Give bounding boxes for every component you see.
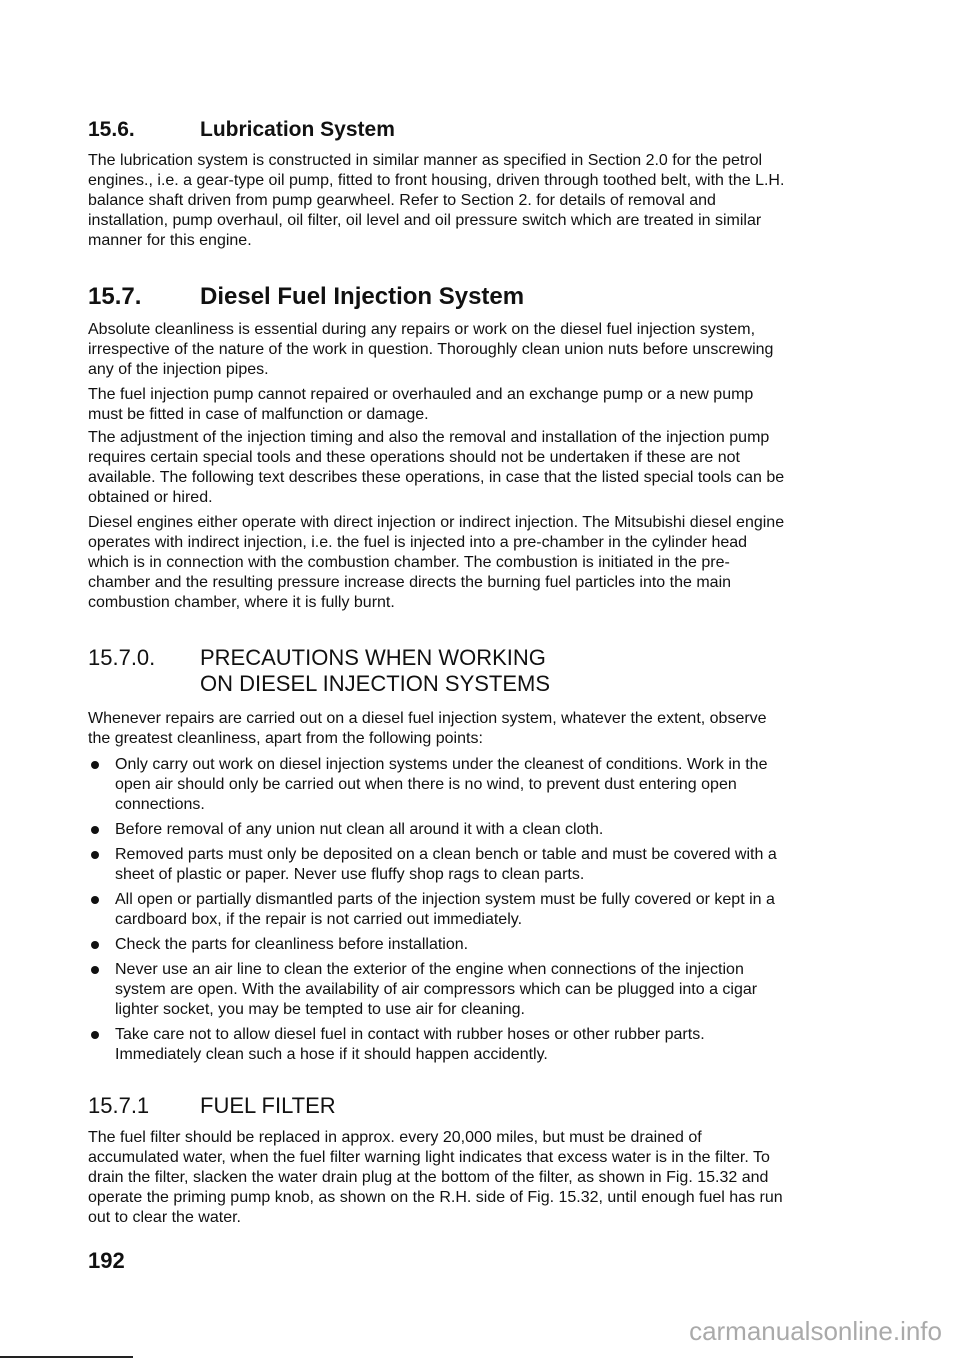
- section-number: 15.7.1: [88, 1093, 150, 1118]
- fuel-filter-paragraph: The fuel filter should be replaced in approx. every 20,000 miles, but must be drained of accumulated water, when the fuel filter warning light indicates that excess water is in the filter. To drain the filter, slacken the water drain plug at the bottom of the filter, as shown in Fig. 15.32 and operate the priming pump knob, as shown on the R.H. side of Fig. 15.32, until enough fuel has run out to clear the water.: [88, 1129, 783, 1226]
- section-title: Diesel Fuel Injection System: [200, 283, 525, 310]
- lubrication-paragraph: The lubrication system is constructed in similar manner as specified in Section 2.0 for the petrol engines., i.e. a gear-type oil pump, fitted to front housing, driven through toothed belt, with the L.H. balance shaft driven from pump gearwheel. Refer to Section 2. for details of removal and installation, pump overhaul, oil filter, oil level and oil pressure switch which are treated in similar manner for this engine.: [88, 152, 785, 249]
- bullet-icon: [91, 826, 99, 834]
- list-item: [88, 820, 788, 840]
- bullet-icon: [91, 966, 99, 974]
- footer-rule: [0, 1356, 133, 1358]
- list-item: [88, 960, 788, 1020]
- list-item: [88, 935, 788, 955]
- section-title: FUEL FILTER: [200, 1093, 336, 1118]
- diesel-paragraph-4: Diesel engines either operate with direct injection or indirect injection. The Mitsubishi diesel engine operates with indirect injection, i.e. the fuel is injected into a pre-chamber in the cylinder head which is in connection with the combustion chamber. The combustion is initiated in the pre-chamber and the resulting pressure increase directs the burning fuel particles into the main combustion chamber, where it is fully burnt.: [88, 514, 785, 611]
- section-number: 15.7.0.: [88, 645, 156, 670]
- section-number: 15.6.: [88, 118, 135, 141]
- section-heading-diesel: [88, 283, 524, 311]
- list-item-text: Only carry out work on diesel injection systems under the cleanest of conditions. Work in the open air should only be carried out when there is no wind, to prevent dust entering open connections.: [115, 756, 768, 813]
- list-item-text: Check the parts for cleanliness before installation.: [115, 936, 469, 953]
- list-item-text: All open or partially dismantled parts of the injection system must be fully covered or kept in a cardboard box, if the repair is not carried out immediately.: [115, 891, 775, 928]
- section-title-line-2: ON DIESEL INJECTION SYSTEMS: [200, 671, 551, 696]
- diesel-paragraph-1: Absolute cleanliness is essential during any repairs or work on the diesel fuel injection system, irrespective of the nature of the work in question. Thoroughly clean union nuts before unscrewing any of the injection pipes.: [88, 321, 774, 378]
- list-item: [88, 845, 788, 885]
- diesel-paragraph-2: The fuel injection pump cannot repaired or overhauled and an exchange pump or a new pump must be fitted in case of malfunction or damage.: [88, 386, 754, 423]
- list-item-text: Before removal of any union nut clean all around it with a clean cloth.: [115, 821, 604, 838]
- list-item-text: Removed parts must only be deposited on a clean bench or table and must be covered with a sheet of plastic or paper. Never use fluffy shop rags to clean parts.: [115, 846, 777, 883]
- list-item: [88, 890, 788, 930]
- bullet-icon: [91, 941, 99, 949]
- section-heading-fuel-filter: [88, 1093, 336, 1119]
- page-number: 192: [88, 1248, 125, 1273]
- bullet-icon: [91, 896, 99, 904]
- precautions-list: [88, 755, 788, 1070]
- bullet-icon: [91, 1031, 99, 1039]
- precautions-intro: Whenever repairs are carried out on a diesel fuel injection system, whatever the extent, observe the greatest cleanliness, apart from the following points:: [88, 710, 767, 747]
- section-heading-lubrication: [88, 118, 395, 142]
- section-title: Lubrication System: [200, 118, 395, 141]
- section-title-line-1: PRECAUTIONS WHEN WORKING: [200, 645, 546, 670]
- diesel-paragraph-3: The adjustment of the injection timing and also the removal and installation of the injection pump requires certain special tools and these operations should not be undertaken if these are not available. The following text describes these operations, in case that the listed special tools can be obtained or hired.: [88, 429, 785, 506]
- list-item: [88, 755, 788, 815]
- section-number: 15.7.: [88, 283, 142, 310]
- list-item: [88, 1025, 788, 1065]
- section-heading-precautions: [88, 645, 550, 697]
- section-title: [200, 645, 550, 697]
- bullet-icon: [91, 761, 99, 769]
- bullet-icon: [91, 851, 99, 859]
- list-item-text: Never use an air line to clean the exterior of the engine when connections of the injection system are open. With the availability of air compressors which can be plugged into a cigar lighter socket, you may be tempted to use air for cleaning.: [115, 961, 758, 1018]
- watermark: carmanualsonline.info: [689, 1316, 942, 1346]
- list-item-text: Take care not to allow diesel fuel in contact with rubber hoses or other rubber parts. Immediately clean such a hose if it should happen accidently.: [115, 1026, 705, 1063]
